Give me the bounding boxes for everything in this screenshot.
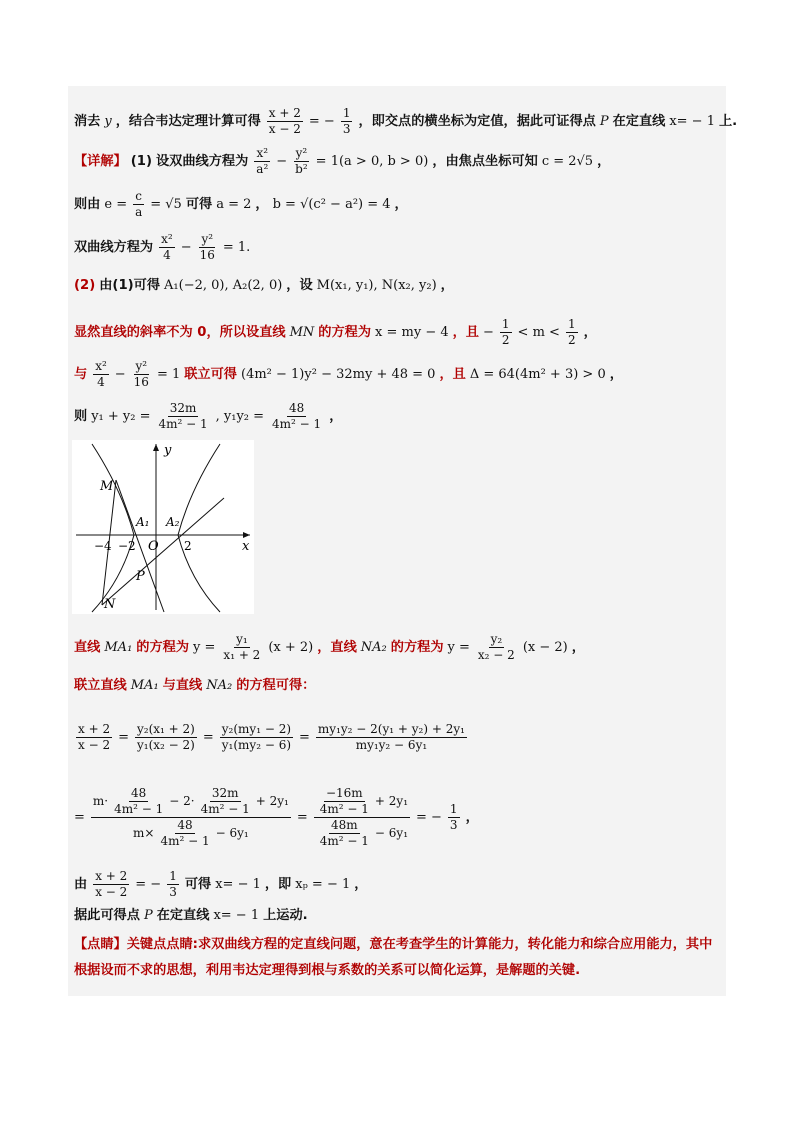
equation: = 1(a > 0, b > 0) [315, 153, 429, 169]
fraction: $\frac{\text{y₂(my₁ − 2)}}{\text{y₁(my₂ − 6)}}$ [221, 722, 292, 752]
equals: = − [416, 809, 442, 825]
text: ， [329, 408, 343, 424]
line-na2: NA₂ [206, 678, 233, 693]
text: 消去 [74, 113, 101, 129]
line-13 [74, 869, 720, 900]
equals: = [296, 809, 308, 825]
line-11 [74, 722, 720, 753]
text: ，直线 [317, 639, 357, 655]
text: 显然直线的斜率不为 0，所以设直线 [74, 324, 286, 340]
text: 由(1)可得 [99, 278, 161, 293]
fraction: $\frac{\text{x²}}{4}$ [95, 359, 107, 389]
text: ， [394, 196, 408, 212]
origin-label: O [148, 539, 159, 554]
text: 联立可得 [184, 366, 237, 382]
text: 双曲线方程为 [74, 239, 154, 255]
minus: − [483, 324, 494, 340]
text: 在定直线 [156, 908, 210, 923]
text: ， [571, 639, 585, 655]
line-8 [74, 401, 720, 432]
fraction: $\frac{\text{y₂(x₁ + 2)}}{\text{y₁(x₂ − 2)}}$ [137, 722, 195, 752]
line-na2: NA₂ [360, 639, 387, 655]
fraction: $\frac{\text{y²}}{16}$ [133, 359, 149, 389]
line-9 [74, 632, 720, 663]
line-14 [74, 906, 720, 926]
equation: b = √(c² − a²) = 4 [272, 196, 391, 212]
text: ，且 [452, 324, 479, 340]
hyperbola-svg [72, 440, 254, 614]
line-10 [74, 676, 720, 696]
text: ，即 [264, 876, 292, 892]
hyperbola-figure [72, 440, 254, 614]
text: 上运动. [263, 908, 308, 923]
equals: = [202, 729, 214, 745]
text: ， [609, 366, 623, 382]
fraction: $\frac{1}{2}$ [501, 317, 510, 347]
text: 的方程为 [136, 639, 190, 655]
text: ， [255, 196, 269, 212]
equation: Δ = 64(4m² + 3) > 0 [469, 366, 606, 382]
text: ，结合韦达定理计算可得 [115, 113, 261, 129]
equals: = [118, 729, 129, 745]
right-branch [178, 444, 220, 612]
equation: e = [104, 196, 128, 212]
text: 的方程为 [390, 639, 444, 655]
fraction: $\frac{1}{3}$ [449, 802, 458, 832]
text: 联立直线 [74, 678, 127, 693]
part-label: (2) [74, 278, 96, 293]
equation: M(x₁, y₁), N(x₂, y₂) [316, 278, 437, 293]
text: ，即交点的横坐标为定值，据此可证得点 [358, 113, 596, 129]
line-1 [74, 106, 738, 137]
text: ， [354, 876, 368, 892]
text: 由 [74, 876, 88, 892]
x-axis-arrow [243, 532, 250, 538]
equals: = [299, 729, 310, 745]
equation: = 1. [222, 239, 251, 255]
equation: xₚ = − 1 [295, 876, 351, 892]
equation: y₁ + y₂ = [91, 408, 151, 424]
fraction: $\frac{\text{my₁y₂ − 2(y₁ + y₂) + 2y₁}}{\text{my₁y₂ − 6y₁}}$ [317, 722, 465, 752]
text: 在定直线 [612, 113, 666, 129]
equals: = − [308, 113, 335, 129]
compound-fraction: m· $\frac{48}{\text{4m² − 1}}$ − 2· $\frac{32m}{\text{4m² − 1}}$ + 2y₁ m× $\frac{48}{\text{4m² − 1}}$ − 6y₁ [92, 786, 289, 848]
text: ，设 [286, 278, 313, 293]
left-branch [92, 444, 134, 612]
text: 可得 [185, 196, 213, 212]
text: ， [583, 324, 597, 340]
minus: − [180, 239, 192, 255]
x-label: x [242, 539, 250, 554]
fraction: $\frac{32m}{\text{4m² − 1}}$ [158, 401, 208, 431]
equation: = 1 [156, 366, 181, 382]
fraction: $\frac{1}{3}$ [342, 106, 351, 136]
point-p: P [599, 113, 609, 129]
fraction: $\frac{\text{x²}}{4}$ [161, 232, 173, 262]
text: 直线 [74, 639, 101, 655]
var-y: y [104, 113, 112, 129]
line-ma1: MA₁ [104, 639, 133, 655]
equation: , y₁y₂ = [215, 408, 265, 424]
text: 设双曲线方程为 [155, 153, 249, 169]
fraction: $\frac{1}{2}$ [567, 317, 576, 347]
text: 则由 [74, 196, 101, 212]
fraction: $\frac{\text{y²}}{16}$ [199, 232, 215, 262]
compound-fraction: $\frac{-16m}{\text{4m² − 1}}$ + 2y₁ $\frac{48m}{\text{4m² − 1}}$ − 6y₁ [314, 786, 410, 849]
equation: x= − 1 [213, 908, 260, 923]
text: ， [440, 278, 454, 293]
point-p: P [143, 908, 153, 923]
point-a1-label: A₁ [136, 515, 150, 529]
tick-neg4: −4 [94, 539, 112, 553]
text: 与直线 [162, 678, 203, 693]
fraction: $\frac{\text{y₂}}{\text{x₂ − 2}}$ [477, 632, 515, 662]
point-a2-label: A₂ [166, 515, 180, 529]
line-7 [74, 359, 720, 390]
y-axis-arrow [153, 444, 159, 451]
line-2 [74, 146, 720, 177]
text: 的方程可得： [236, 678, 316, 693]
y-label: y [164, 443, 172, 458]
fraction: $\frac{48}{\text{4m² − 1}}$ [272, 401, 322, 431]
text: 据此可得点 [74, 908, 140, 923]
fraction: $\frac{x + 2}{x - 2}$ [78, 722, 111, 752]
tick-2: 2 [184, 539, 192, 553]
text: 上. [718, 113, 738, 129]
key-point-paragraph [74, 932, 716, 984]
equals: = [74, 809, 85, 825]
equation: x= − 1 [215, 876, 261, 892]
line-4 [74, 232, 720, 263]
equation: = √5 [150, 196, 182, 212]
text: ，且 [439, 366, 466, 382]
point-m-label: M [100, 479, 114, 494]
fraction: $\frac{\text{x²}}{\text{a²}}$ [256, 146, 269, 176]
key-point-tag: 【点睛】 [74, 937, 127, 952]
point-n-label: N [104, 597, 116, 612]
point-p-label: P [136, 569, 145, 584]
inequality: < m < [517, 324, 560, 340]
equation: a = 2 [216, 196, 252, 212]
text: ，由焦点坐标可知 [432, 153, 538, 169]
key-point-text: 关键点点睛:求双曲线方程的定直线问题，意在考查学生的计算能力，转化能力和综合应用能力，其中根据设而不求的思想，利用韦达定理得到根与系数的关系可以简化运算，是解题的关键. [74, 937, 713, 978]
equals: = − [135, 876, 162, 892]
equation: y = [193, 639, 216, 655]
fraction: $\frac{1}{3}$ [169, 869, 177, 899]
equation: A₁(−2, 0), A₂(2, 0) [164, 278, 283, 293]
fraction: $\frac{x + 2}{x - 2}$ [95, 869, 128, 899]
fraction: $\frac{\text{y²}}{\text{b²}}$ [295, 146, 308, 176]
equation: (x + 2) [268, 639, 314, 655]
line-3 [74, 189, 720, 220]
line-5 [74, 276, 720, 296]
line-ma1: MA₁ [130, 678, 159, 693]
equation: y = [447, 639, 470, 655]
minus: − [276, 153, 288, 169]
tick-neg2: −2 [118, 539, 136, 553]
minus: − [114, 366, 126, 382]
equation: c = 2√5 [541, 153, 594, 169]
text: 则 [74, 408, 88, 424]
fraction: $\frac{x + 2}{x - 2}$ [268, 106, 301, 136]
text: 与 [74, 366, 88, 382]
detail-tag: 【详解】 [74, 153, 127, 169]
text: 可得 [184, 876, 212, 892]
equation: (x − 2) [522, 639, 568, 655]
text: 的方程为 [318, 324, 372, 340]
text: ， [465, 809, 479, 825]
line-6 [74, 317, 720, 348]
equation: (4m² − 1)y² − 32my + 48 = 0 [241, 366, 436, 382]
line-12 [74, 786, 720, 849]
fraction: $\frac{\text{y₁}}{\text{x₁ + 2}}$ [223, 632, 261, 662]
fraction: $\frac{c}{a}$ [135, 189, 143, 219]
line-mn: MN [289, 324, 315, 340]
part-label: (1) [130, 153, 152, 169]
text: ， [597, 153, 611, 169]
equation: x = my − 4 [375, 324, 449, 340]
equation: x= − 1 [669, 113, 715, 129]
